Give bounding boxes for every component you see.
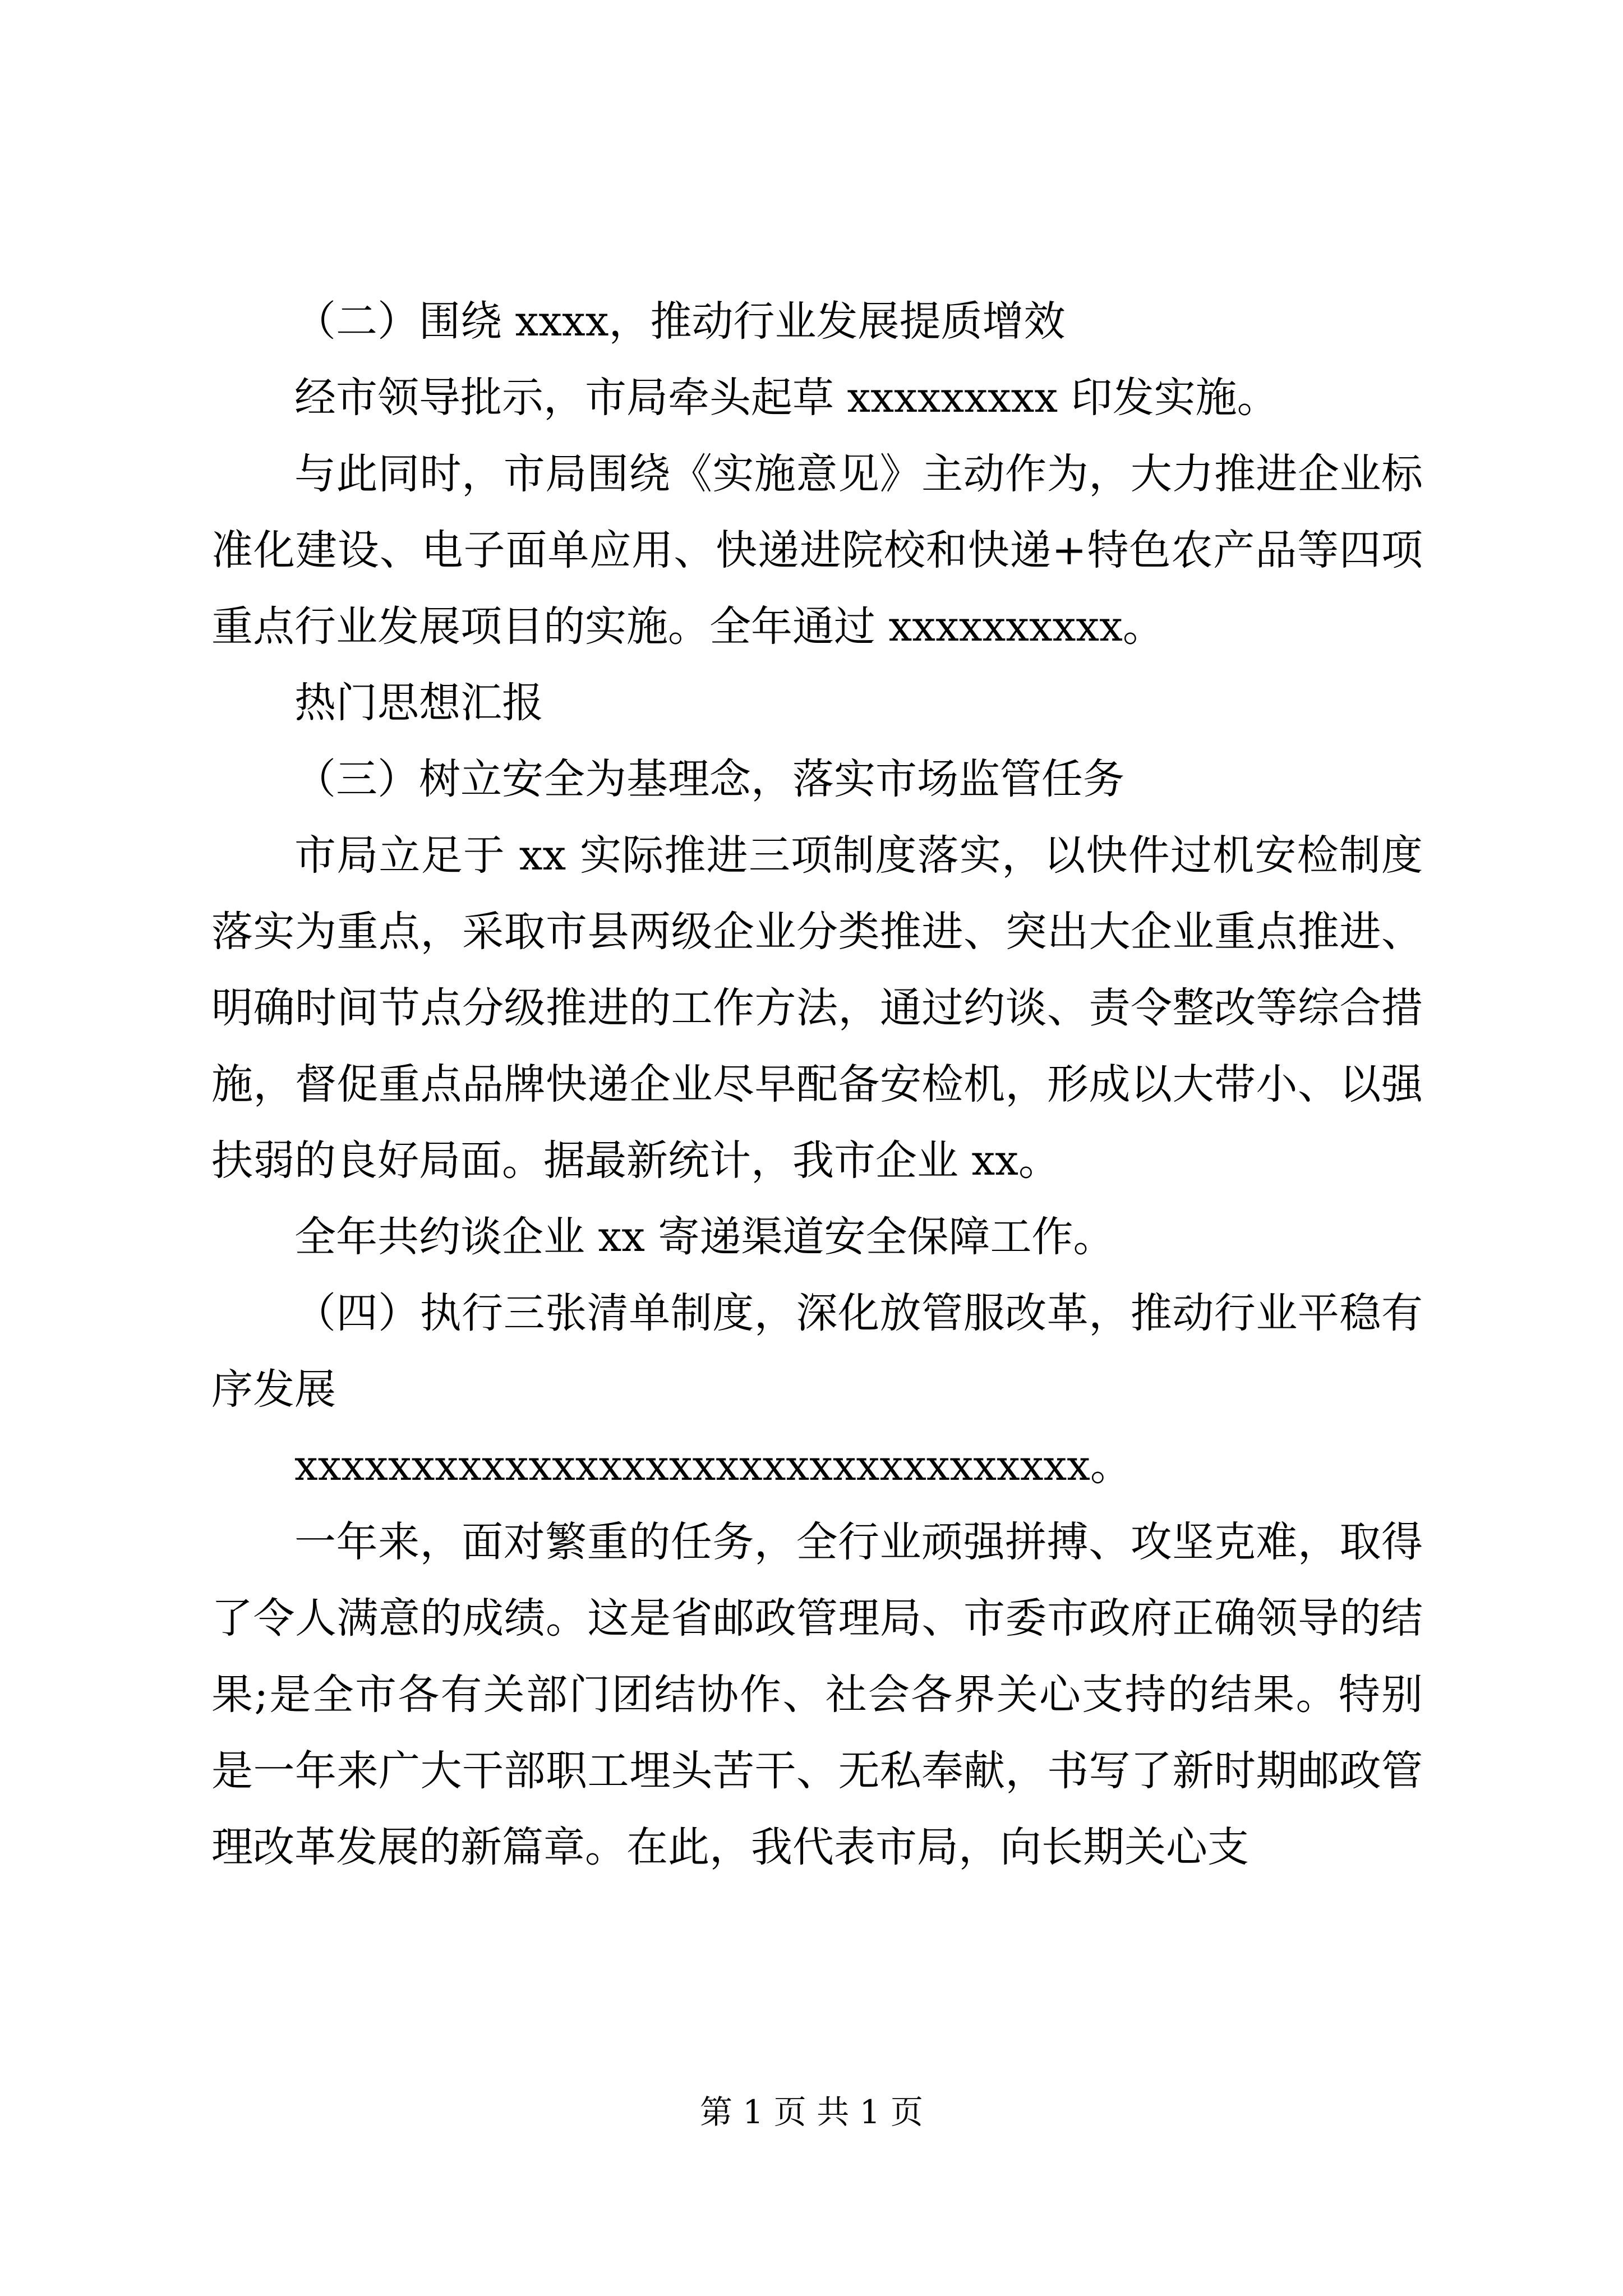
inserted-link-text: 热门思想汇报 bbox=[294, 679, 543, 727]
section-heading-4: （四）执行三张清单制度，深化放管服改革，推动行业平稳有序发展 bbox=[211, 1289, 1423, 1414]
page-footer: 第 1 页 共 1 页 bbox=[700, 2093, 923, 2131]
paragraph: 一年来，面对繁重的任务，全行业顽强拼搏、攻坚克难，取得了令人满意的成绩。这是省邮政管理局、市委市政府正确领导的结果;是全市各有关部门团结协作、社会各界关心支持的结果。特别是一年来广大干部职工埋头苦干、无私奉献，书写了新时期邮政管理改革发展的新篇章。在此，我代表市局，向长期关心支 bbox=[211, 1518, 1423, 1871]
paragraph: 与此同时，市局围绕《实施意见》主动作为，大力推进企业标准化建设、电子面单应用、快递进院校和快递+特色农产品等四项重点行业发展项目的实施。全年通过 xxxxxxxxxx。 bbox=[211, 450, 1423, 651]
section-heading-3: （三）树立安全为基理念，落实市场监管任务 bbox=[294, 755, 1124, 803]
paragraph: 全年共约谈企业 xx 寄递渠道安全保障工作。 bbox=[294, 1213, 1115, 1261]
section-heading-2: （二）围绕 xxxx，推动行业发展提质增效 bbox=[294, 297, 1066, 346]
document-body bbox=[211, 283, 1423, 1885]
paragraph: 市局立足于 xx 实际推进三项制度落实，以快件过机安检制度落实为重点，采取市县两级企业分类推进、突出大企业重点推进、明确时间节点分级推进的工作方法，通过约谈、责令整改等综合措施，督促重点品牌快递企业尽早配备安检机，形成以大带小、以强扶弱的良好局面。据最新统计，我市企业 xx。 bbox=[211, 831, 1423, 1185]
paragraph: xxxxxxxxxxxxxxxxxxxxxxxxxxxxxxxxxx。 bbox=[294, 1442, 1132, 1490]
paragraph: 经市领导批示，市局牵头起草 xxxxxxxxx 印发实施。 bbox=[294, 374, 1279, 422]
